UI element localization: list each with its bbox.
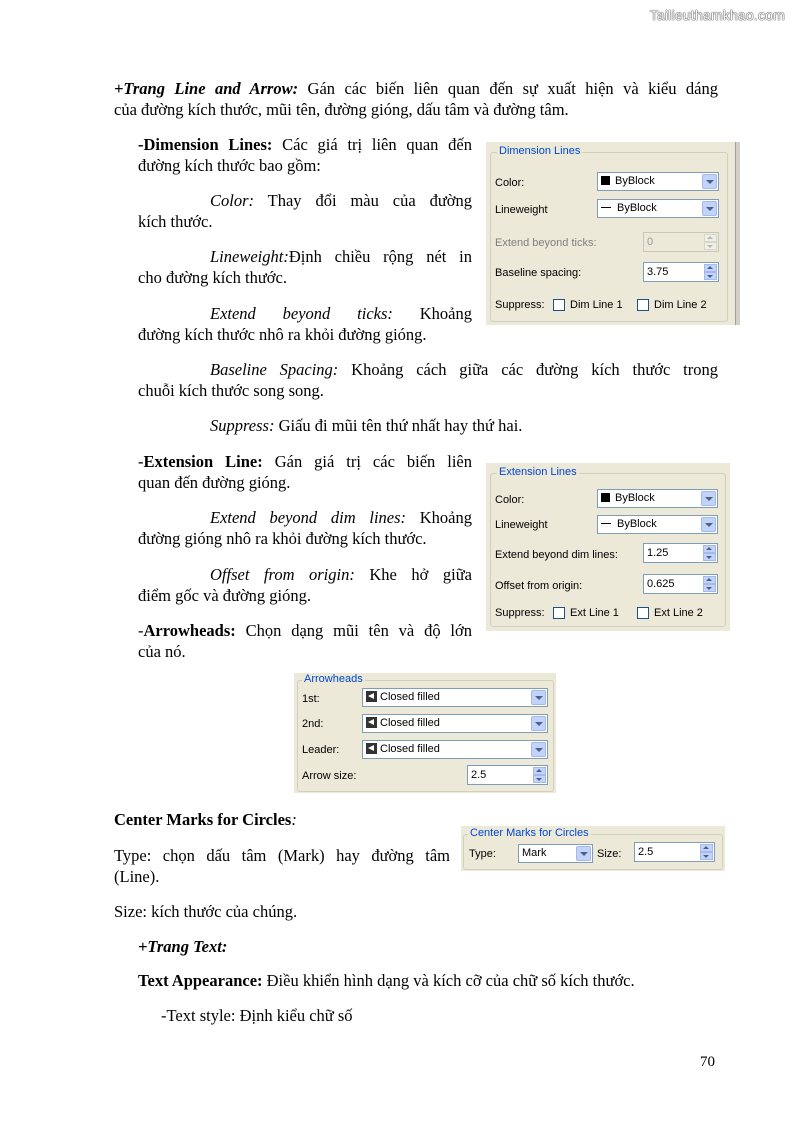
- ext-line-1-label: Ext Line 1: [570, 607, 619, 619]
- center-marks-type-text-1: Type: chọn dấu tâm (Mark) hay đường tâm: [114, 846, 450, 865]
- intro-text-2: của đường kích thước, mũi tên, đường gióng, dấu tâm và đường tâm.: [114, 100, 569, 119]
- dim-baseline-label: Baseline spacing:: [495, 267, 582, 279]
- dimension-lines-group-title: Dimension Lines: [499, 145, 581, 157]
- center-marks-type-text-2: (Line).: [114, 867, 160, 886]
- center-marks-heading: Center Marks for Circles: [114, 810, 292, 829]
- center-type-value: Mark: [522, 847, 547, 859]
- offset-paragraph: [138, 564, 472, 606]
- arrow-size-value: 2.5: [471, 769, 487, 781]
- dim-lineweight-value: ByBlock: [617, 202, 657, 214]
- ext-extend-label: Extend beyond dim lines:: [495, 549, 618, 561]
- baseline-text-1: Khoảng cách giữa các đường kích thước trong: [338, 360, 719, 379]
- offset-term: Offset from origin:: [210, 565, 355, 584]
- extend-ticks-term: Extend beyond ticks:: [210, 304, 393, 323]
- chevron-down-icon[interactable]: [576, 846, 591, 861]
- text-appearance-text: Điều khiển hình dạng và kích cỡ của chữ số kích thước.: [262, 971, 635, 990]
- chevron-down-icon[interactable]: [531, 742, 546, 757]
- arrowheads-text-1: Chọn dạng mũi tên và độ lớn: [235, 621, 472, 640]
- color-swatch-icon: [601, 176, 610, 185]
- center-marks-colon: :: [291, 810, 297, 829]
- color-swatch-icon: [601, 493, 610, 502]
- dimension-lines-heading: -Dimension Lines:: [138, 135, 273, 154]
- extension-line-prefix: -: [138, 452, 144, 471]
- text-style-line: -Text style: Định kiểu chữ số: [161, 1006, 353, 1025]
- ext-color-select[interactable]: [597, 489, 718, 508]
- arrow-second-label: 2nd:: [302, 718, 324, 730]
- intro-text-1: Gán các biến liên quan đến sự xuất hiện và kiểu dáng: [298, 79, 718, 98]
- dim-color-select[interactable]: [597, 172, 719, 191]
- extend-ticks-text-1: Khoảng: [392, 304, 472, 323]
- arrowheads-paragraph: [138, 620, 472, 662]
- dim-color-label: Color:: [495, 177, 525, 189]
- extension-lines-dialog: [486, 463, 730, 631]
- spin-down-icon[interactable]: [703, 584, 716, 592]
- arrow-leader-label: Leader:: [302, 744, 340, 756]
- spin-up-icon[interactable]: [704, 234, 717, 242]
- closed-filled-arrow-icon: [366, 743, 377, 754]
- spin-down-icon[interactable]: [704, 272, 717, 280]
- suppress-text: Giấu đi mũi tên thứ nhất hay thứ hai.: [274, 416, 523, 435]
- arrow-second-value: Closed filled: [380, 717, 440, 729]
- ext-color-value: ByBlock: [615, 492, 655, 504]
- arrow-leader-value: Closed filled: [380, 743, 440, 755]
- center-marks-group-title: Center Marks for Circles: [470, 827, 589, 839]
- dim-baseline-spinner[interactable]: [643, 262, 719, 282]
- spin-up-icon[interactable]: [703, 545, 716, 553]
- center-marks-dialog: [461, 826, 725, 871]
- arrowheads-heading: Arrowheads:: [143, 621, 236, 640]
- baseline-paragraph: [138, 359, 718, 401]
- ext-extend-value: 1.25: [647, 547, 669, 559]
- color-text-1: Thay đổi màu của đường: [254, 191, 472, 210]
- spin-up-icon[interactable]: [703, 576, 716, 584]
- suppress-paragraph: [210, 415, 720, 436]
- extension-line-paragraph: [138, 451, 472, 493]
- dim-line-1-label: Dim Line 1: [570, 299, 623, 311]
- chevron-down-icon[interactable]: [531, 716, 546, 731]
- suppress-term: Suppress:: [210, 416, 275, 435]
- dim-lineweight-label: Lineweight: [495, 204, 548, 216]
- closed-filled-arrow-icon: [366, 691, 377, 702]
- spin-up-icon[interactable]: [700, 844, 713, 852]
- arrowheads-prefix: -: [138, 621, 144, 640]
- spin-down-icon[interactable]: [703, 553, 716, 561]
- extend-ticks-paragraph: [138, 303, 472, 345]
- lineweight-paragraph: [138, 246, 472, 288]
- chevron-down-icon[interactable]: [702, 174, 717, 189]
- center-type-label: Type:: [469, 848, 496, 860]
- ext-lineweight-label: Lineweight: [495, 519, 548, 531]
- ext-offset-value: 0.625: [647, 578, 675, 590]
- baseline-term: Baseline Spacing:: [210, 360, 339, 379]
- spin-down-icon[interactable]: [533, 775, 546, 783]
- dimension-lines-paragraph: [138, 134, 472, 176]
- extend-dim-text-1: Khoảng: [406, 508, 472, 527]
- ext-extend-spinner[interactable]: [643, 543, 718, 563]
- arrowheads-dialog: [294, 673, 556, 793]
- ext-offset-spinner[interactable]: [643, 574, 718, 594]
- spin-up-icon[interactable]: [533, 767, 546, 775]
- extension-lines-group-title: Extension Lines: [499, 466, 577, 478]
- center-type-select[interactable]: [518, 844, 593, 863]
- lineweight-text-2: cho đường kích thước.: [138, 268, 287, 287]
- page-number: 70: [700, 1054, 715, 1070]
- extension-line-text-2: quan đến đường gióng.: [138, 473, 291, 492]
- extend-dim-text-2: đường gióng nhô ra khỏi đường kích thước.: [138, 529, 427, 548]
- dim-line-2-checkbox[interactable]: [637, 299, 649, 311]
- watermark: Tailieuthamkhao.com: [649, 7, 785, 23]
- lineweight-term: Lineweight:: [210, 247, 289, 266]
- intro-heading: +Trang Line and Arrow:: [114, 79, 299, 98]
- dim-baseline-value: 3.75: [647, 266, 669, 278]
- dim-line-1-checkbox[interactable]: [553, 299, 565, 311]
- extension-line-heading: Extension Line:: [143, 452, 263, 471]
- color-text-2: kích thước.: [138, 212, 213, 231]
- extend-ticks-text-2: đường kích thước nhô ra khỏi đường gióng.: [138, 325, 427, 344]
- dim-extend-spinner[interactable]: [643, 232, 719, 252]
- center-size-spinner[interactable]: [634, 842, 715, 862]
- ext-offset-label: Offset from origin:: [495, 580, 583, 592]
- arrow-first-label: 1st:: [302, 693, 320, 705]
- dimension-lines-text-2: đường kích thước bao gồm:: [138, 156, 321, 175]
- arrow-second-select[interactable]: [362, 714, 548, 733]
- arrowheads-text-2: của nó.: [138, 642, 186, 661]
- center-marks-size-text: Size: kích thước của chúng.: [114, 902, 298, 921]
- dim-extend-value: 0: [647, 236, 654, 248]
- extension-line-text-1: Gán giá trị các biến liên: [262, 452, 472, 471]
- dim-lineweight-select[interactable]: [597, 199, 719, 218]
- arrow-leader-select[interactable]: [362, 740, 548, 759]
- intro-paragraph: [114, 78, 718, 120]
- spin-up-icon[interactable]: [704, 264, 717, 272]
- arrow-first-value: Closed filled: [380, 691, 440, 703]
- spin-down-icon[interactable]: [704, 242, 717, 250]
- dimension-lines-dialog: [486, 142, 740, 325]
- baseline-text-2: chuỗi kích thước song song.: [138, 381, 324, 400]
- ext-lineweight-select[interactable]: [597, 515, 718, 534]
- panel-scrollbar[interactable]: [735, 142, 740, 325]
- ext-suppress-label: Suppress:: [495, 607, 545, 619]
- chevron-down-icon[interactable]: [701, 517, 716, 532]
- center-marks-heading-line: [114, 809, 297, 830]
- ext-line-1-checkbox[interactable]: [553, 607, 565, 619]
- ext-line-2-label: Ext Line 2: [654, 607, 703, 619]
- offset-text-1: Khe hở giữa: [354, 565, 472, 584]
- ext-color-label: Color:: [495, 494, 525, 506]
- extend-dim-paragraph: [138, 507, 472, 549]
- spin-down-icon[interactable]: [700, 852, 713, 860]
- arrow-first-select[interactable]: [362, 688, 548, 707]
- color-term: Color:: [210, 191, 255, 210]
- text-page-heading: +Trang Text:: [138, 937, 228, 956]
- offset-text-2: điểm gốc và đường gióng.: [138, 586, 312, 605]
- chevron-down-icon[interactable]: [701, 491, 716, 506]
- center-marks-type-paragraph: [114, 845, 450, 887]
- dimension-lines-text-1: Các giá trị liên quan đến: [272, 135, 472, 154]
- dim-color-value: ByBlock: [615, 175, 655, 187]
- center-size-value: 2.5: [638, 846, 654, 858]
- dim-extend-label: Extend beyond ticks:: [495, 237, 597, 249]
- text-appearance-heading: Text Appearance:: [138, 971, 263, 990]
- color-paragraph: [138, 190, 472, 232]
- center-size-label: Size:: [597, 848, 622, 860]
- lineweight-text-1: Định chiều rộng nét in: [288, 247, 472, 266]
- ext-line-2-checkbox[interactable]: [637, 607, 649, 619]
- line-sample-icon: [601, 523, 611, 524]
- closed-filled-arrow-icon: [366, 717, 377, 728]
- line-sample-icon: [601, 207, 611, 208]
- arrow-size-label: Arrow size:: [302, 770, 357, 782]
- dim-line-2-label: Dim Line 2: [654, 299, 707, 311]
- dim-suppress-label: Suppress:: [495, 299, 545, 311]
- chevron-down-icon[interactable]: [531, 690, 546, 705]
- text-appearance-line: [138, 970, 635, 991]
- arrow-size-spinner[interactable]: [467, 765, 548, 785]
- extend-dim-term: Extend beyond dim lines:: [210, 508, 407, 527]
- chevron-down-icon[interactable]: [702, 201, 717, 216]
- arrowheads-group-title: Arrowheads: [304, 673, 363, 685]
- ext-lineweight-value: ByBlock: [617, 518, 657, 530]
